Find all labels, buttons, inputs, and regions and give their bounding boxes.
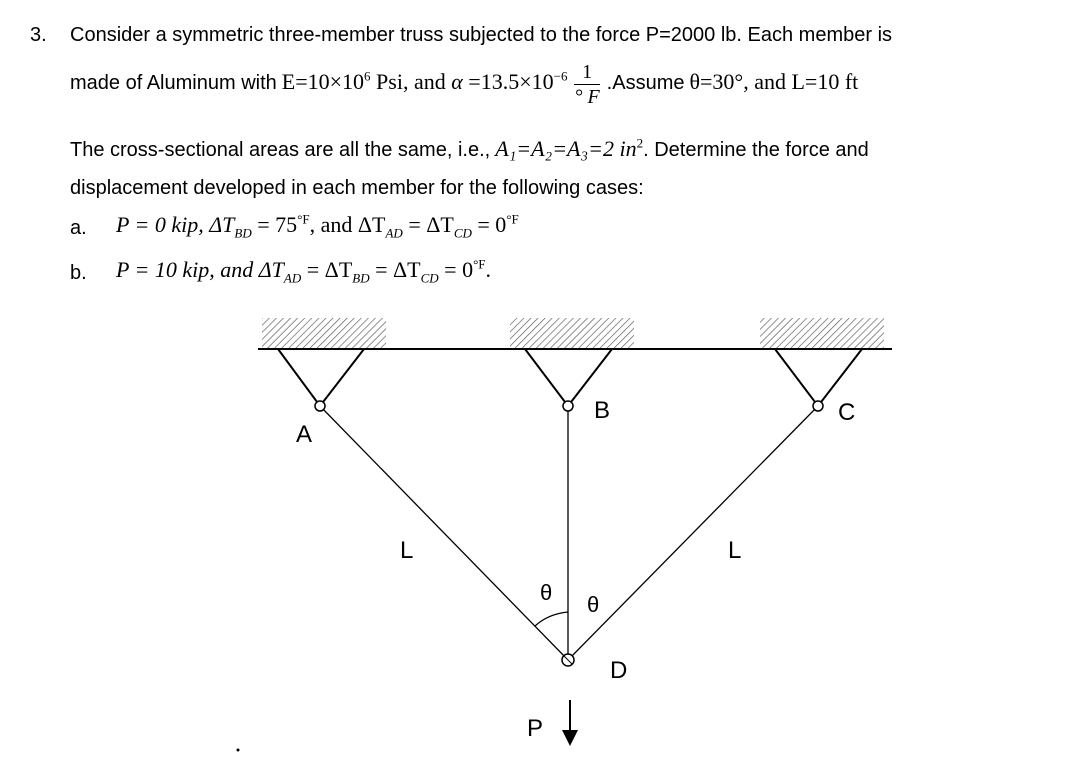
ceiling-hatch-left (262, 318, 386, 348)
theta-arc (535, 612, 568, 626)
length-label-left: L (400, 537, 414, 564)
case-b-label: b. (70, 262, 87, 284)
node-label-a: A (296, 421, 313, 448)
node-label-c: C (838, 399, 856, 426)
case-b-expression: P = 10 kip, and $\Delta T_{AD} = \Delta T_{BD} = \Delta T_{CD} = 0^{^\circ F}$. (116, 256, 492, 286)
modulus-expression: $E=10\times 10^6$ Psi, and $\alpha =13.5\times 10^{-6}$ (281, 68, 568, 95)
stray-dot (237, 749, 240, 752)
problem-line-1: Consider a symmetric three-member truss subjected to the force P=2000 lb. Each member is (70, 24, 893, 46)
case-a-label: a. (70, 217, 87, 239)
line3-suffix: . Determine the force and (643, 139, 869, 161)
member-cd (568, 406, 818, 660)
theta-length-expression: θ=30°, and L=10 ft (689, 69, 859, 95)
member-ad (320, 406, 568, 660)
area-expression: A₁=A₂=A₃=2 $in^2$ (495, 135, 644, 161)
assume-text: .Assume (606, 72, 685, 95)
length-label-right: L (728, 537, 742, 564)
pin-b (563, 401, 573, 411)
theta-label-right: θ (587, 592, 600, 617)
pin-a (315, 401, 325, 411)
pin-c (813, 401, 823, 411)
theta-label-left: θ (540, 580, 553, 605)
ceiling-hatch-right (760, 318, 884, 348)
support-bracket-a (278, 349, 364, 406)
node-label-b: B (594, 397, 611, 424)
problem-number: 3. (30, 24, 47, 46)
load-arrow-head (562, 730, 578, 746)
alpha-unit-fraction: $\frac{1}{^\circ F}$ (574, 61, 600, 108)
line2-prefix: made of Aluminum with (70, 72, 277, 95)
ceiling-hatch-center (510, 318, 634, 348)
line3-prefix: The cross-sectional areas are all the same, i.e., (70, 139, 491, 161)
problem-line-4: displacement developed in each member for the following cases: (70, 177, 644, 199)
load-label: P (527, 715, 544, 742)
case-a-expression: P = 0 kip, $\Delta T_{BD} = 75^{^\circ F}$, and $\Delta T_{AD} = \Delta T_{CD} = 0^{^\circ F}$ (116, 211, 519, 241)
support-bracket-c (775, 349, 862, 406)
node-label-d: D (610, 657, 628, 684)
